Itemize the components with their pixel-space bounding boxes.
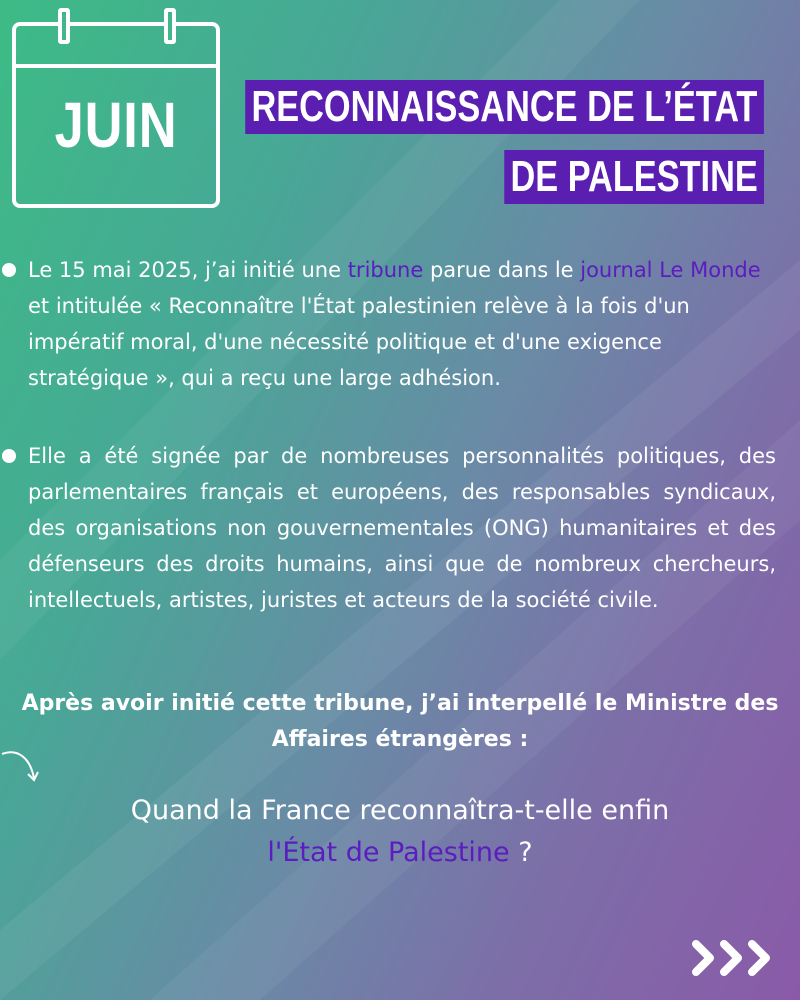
- curved-arrow-icon: [0, 740, 50, 790]
- journal-link[interactable]: journal Le Monde: [580, 258, 761, 282]
- bullet-text: et intitulée « Reconnaître l'État palestinien relève à la fois d'un impératif moral, d'une nécessité politique et d'une exigence stratégique », qui a reçu une large adhésion.: [28, 294, 690, 390]
- question-highlight: l'État de Palestine: [267, 837, 510, 868]
- question-block: [0, 790, 800, 874]
- bullet-dot: [2, 263, 16, 277]
- bullet-text: Elle a été signée par de nombreuses personnalités politiques, des parlementaires français et européens, des responsables syndicaux, des organisations non gouvernementales (ONG) humanitaires et des défenseurs des droits humains, ainsi que de nombreux chercheurs, intellectuels, artistes, juristes et acteurs de la société civile.: [28, 444, 776, 612]
- bullet-signatories: [28, 438, 776, 618]
- calendar-month: JUIN: [54, 89, 178, 161]
- bullet-dot: [2, 449, 16, 463]
- calendar-icon: [12, 22, 220, 208]
- bullet-text: parue dans le: [423, 258, 581, 282]
- tribune-link[interactable]: tribune: [347, 258, 424, 282]
- question-line-1: Quand la France reconnaîtra-t-elle enfin: [130, 795, 670, 826]
- next-arrows-icon[interactable]: [690, 938, 780, 978]
- page-title-line-2: DE PALESTINE: [504, 150, 764, 204]
- appeal-text: Après avoir initié cette tribune, j’ai interpellé le Ministre des Affaires étrangères :: [21, 691, 779, 752]
- page-title-line-1: RECONNAISSANCE DE L’ÉTAT: [246, 80, 764, 134]
- bullet-tribune: [28, 252, 776, 396]
- bullet-text: Le 15 mai 2025, j’ai initié une: [28, 258, 348, 282]
- question-end: ?: [509, 837, 533, 868]
